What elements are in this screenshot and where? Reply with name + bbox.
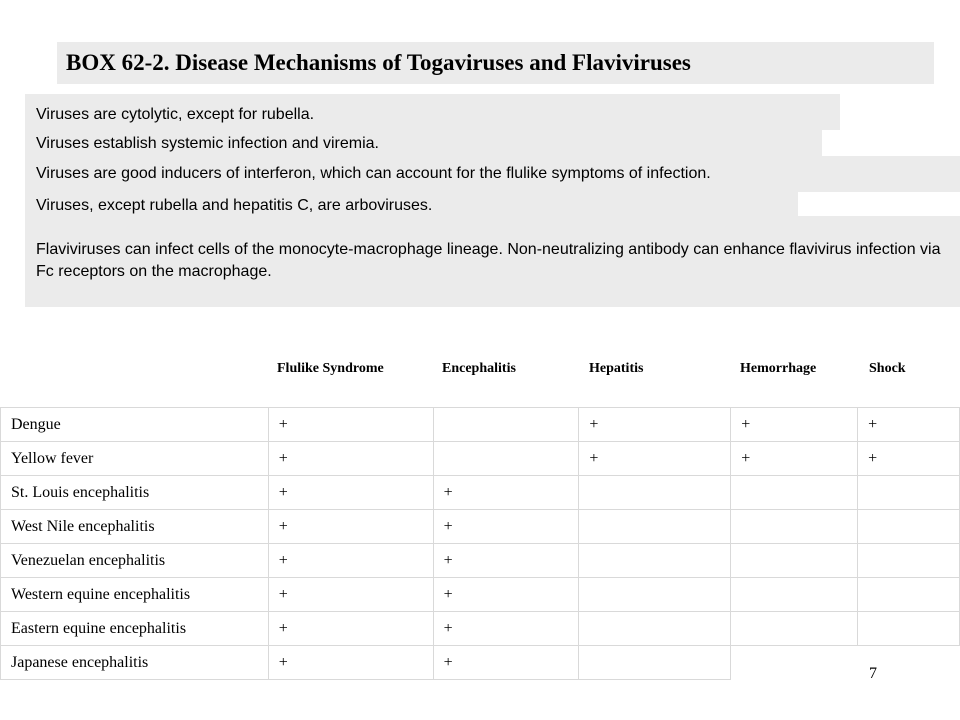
- panel-notch: [840, 94, 960, 130]
- bullet-line: Viruses, except rubella and hepatitis C, are arboviruses.: [36, 197, 433, 214]
- symptom-cell: [858, 612, 960, 646]
- symptom-cell: +: [433, 544, 579, 578]
- table-row: [1, 408, 960, 442]
- symptom-cell: +: [858, 408, 960, 442]
- symptom-cell: [433, 442, 579, 476]
- virus-name-cell: St. Louis encephalitis: [1, 476, 269, 510]
- symptom-cell: [579, 578, 731, 612]
- table-row: [1, 476, 960, 510]
- box-title-bar: [57, 42, 934, 84]
- table-row: [1, 578, 960, 612]
- symptom-cell: +: [433, 578, 579, 612]
- virus-name-cell: Japanese encephalitis: [1, 646, 269, 680]
- page-number: 7: [869, 665, 877, 682]
- bullet-line: Viruses establish systemic infection and viremia.: [36, 135, 379, 152]
- column-header: Shock: [869, 361, 906, 376]
- bullet-line: Viruses are good inducers of interferon, which can account for the flulike symptoms of infection.: [36, 165, 711, 182]
- symptom-cell: +: [268, 578, 433, 612]
- symptom-cell: [579, 612, 731, 646]
- column-header: Flulike Syndrome: [277, 361, 384, 376]
- symptom-cell: [858, 578, 960, 612]
- symptom-cell: +: [268, 612, 433, 646]
- panel-notch: [798, 192, 960, 216]
- symptom-cell: +: [268, 408, 433, 442]
- symptom-cell: +: [268, 442, 433, 476]
- symptom-cell: +: [433, 612, 579, 646]
- symptom-cell: +: [731, 442, 858, 476]
- symptom-cell: +: [268, 646, 433, 680]
- symptom-cell: [433, 408, 579, 442]
- symptom-cell: +: [579, 408, 731, 442]
- table-row: [1, 442, 960, 476]
- symptom-cell: [579, 476, 731, 510]
- virus-name-cell: Dengue: [1, 408, 269, 442]
- symptom-cell: [731, 544, 858, 578]
- symptom-cell: [858, 476, 960, 510]
- bullet-line: Viruses are cytolytic, except for rubella.: [36, 106, 315, 123]
- symptom-cell: [731, 646, 858, 680]
- symptom-cell: [579, 544, 731, 578]
- symptom-cell: [579, 510, 731, 544]
- symptom-cell: +: [731, 408, 858, 442]
- column-header: Hemorrhage: [740, 361, 817, 376]
- panel-notch: [822, 130, 960, 156]
- virus-name-cell: Western equine encephalitis: [1, 578, 269, 612]
- symptom-cell: +: [579, 442, 731, 476]
- virus-name-cell: Yellow fever: [1, 442, 269, 476]
- symptom-cell: [731, 510, 858, 544]
- symptom-cell: +: [433, 476, 579, 510]
- symptom-cell: +: [268, 510, 433, 544]
- column-header: Encephalitis: [442, 361, 516, 376]
- symptom-cell: +: [268, 544, 433, 578]
- symptom-cell: [731, 476, 858, 510]
- symptom-cell: [731, 612, 858, 646]
- column-header: Hepatitis: [589, 361, 644, 376]
- macrophage-paragraph: Flaviviruses can infect cells of the monocyte-macrophage lineage. Non-neutralizing antibody can enhance flavivirus infection via Fc receptors on the macrophage.: [36, 241, 941, 280]
- table-row: [1, 544, 960, 578]
- symptom-cell: +: [433, 510, 579, 544]
- box-title: BOX 62-2. Disease Mechanisms of Togaviruses and Flaviviruses: [66, 50, 691, 75]
- virus-name-cell: Venezuelan encephalitis: [1, 544, 269, 578]
- disease-table: [0, 407, 960, 680]
- symptom-cell: [858, 544, 960, 578]
- symptom-cell: [579, 646, 731, 680]
- symptom-cell: [858, 510, 960, 544]
- virus-name-cell: West Nile encephalitis: [1, 510, 269, 544]
- symptom-cell: [731, 578, 858, 612]
- symptom-cell: +: [268, 476, 433, 510]
- table-row: [1, 510, 960, 544]
- symptom-cell: +: [433, 646, 579, 680]
- symptom-cell: +: [858, 442, 960, 476]
- table-row: [1, 646, 960, 680]
- table-row: [1, 612, 960, 646]
- virus-name-cell: Eastern equine encephalitis: [1, 612, 269, 646]
